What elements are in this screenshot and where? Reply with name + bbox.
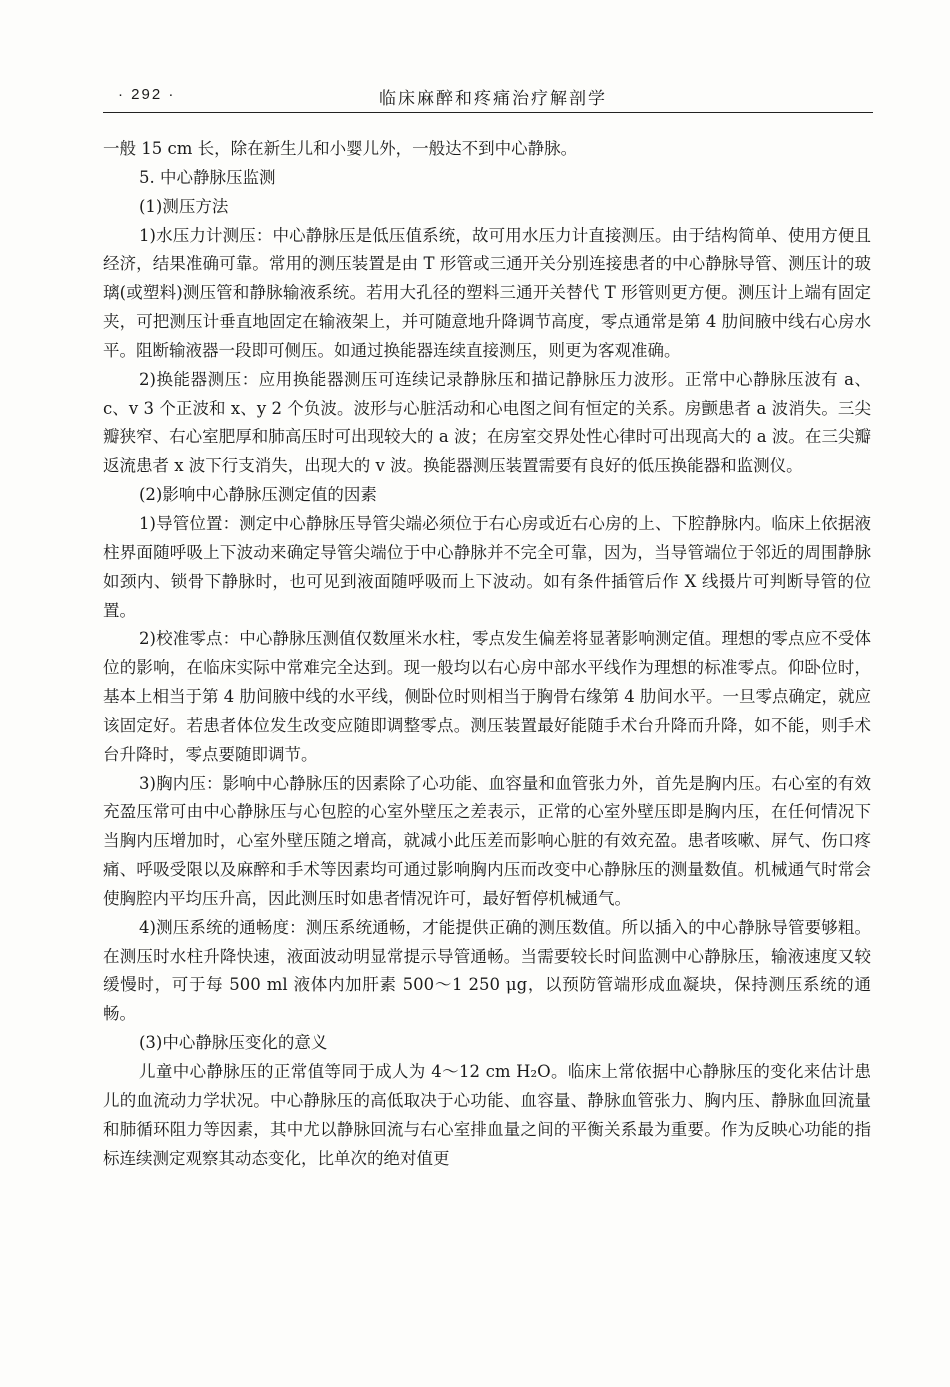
paragraph: 4)测压系统的通畅度：测压系统通畅，才能提供正确的测压数值。所以插入的中心静脉导管要够粗。在测压时水柱升降快速，液面波动明显常提示导管通畅。当需要较长时间监测中心静脉压，输液速度又较缓慢时，可于每 500 ml 液体内加肝素 500～1 250 μg，以预防管端形成血凝块，保持测压系统的通畅。 (103, 917, 871, 1024)
paragraph: 3)胸内压：影响中心静脉压的因素除了心功能、血容量和血管张力外，首先是胸内压。右心室的有效充盈压常可由中心静脉压与心包腔的心室外壁压之差表示，正常的心室外壁压即是胸内压，在任何情况下当胸内压增加时，心室外壁压随之增高，就减小此压差而影响心脏的有效充盈。患者咳嗽、屏气、伤口疼痛、呼吸受限以及麻醉和手术等因素均可通过影响胸内压而改变中心静脉压的测量数值。机械通气时常会使胸腔内平均压升高，因此测压时如患者情况许可，最好暂停机械通气。 (103, 773, 871, 908)
page-header (103, 82, 873, 113)
page-number: · 292 · (118, 86, 176, 103)
paragraph: 2)换能器测压：应用换能器测压可连续记录静脉压和描记静脉压力波形。正常中心静脉压波有 a、c、v 3 个正波和 x、y 2 个负波。波形与心脏活动和心电图之间有恒定的关系。房颤患者 a 波消失。三尖瓣狭窄、右心室肥厚和肺高压时可出现较大的 a 波；在房室交界处性心律时可出现高大的 a 波。在三尖瓣返流患者 x 波下行支消失，出现大的 v 波。换能器测压装置需要有良好的低压换能器和监测仪。 (103, 369, 871, 476)
running-title: 临床麻醉和疼痛治疗解剖学 (379, 89, 607, 109)
section-heading: 5. 中心静脉压监测 (139, 167, 276, 187)
subsection-heading: (3)中心静脉压变化的意义 (139, 1033, 328, 1053)
subsection-heading: (1)测压方法 (139, 196, 229, 216)
paragraph: 1)导管位置：测定中心静脉压导管尖端必须位于右心房或近右心房的上、下腔静脉内。临床上依据液柱界面随呼吸上下波动来确定导管尖端位于中心静脉并不完全可靠，因为，当导管端位于邻近的周围静脉如颈内、锁骨下静脉时，也可见到液面随呼吸而上下波动。如有条件插管后作 X 线摄片可判断导管的位置。 (103, 513, 871, 620)
subsection-heading: (2)影响中心静脉压测定值的因素 (139, 485, 377, 505)
paragraph: 1)水压力计测压：中心静脉压是低压值系统，故可用水压力计直接测压。由于结构简单、使用方便且经济，结果准确可靠。常用的测压装置是由 T 形管或三通开关分别连接患者的中心静脉导管、测压计的玻璃(或塑料)测压管和静脉输液系统。若用大孔径的塑料三通开关替代 T 形管则更方便。测压计上端有固定夹，可把测压计垂直地固定在输液架上，并可随意地升降调节高度，零点通常是第 4 肋间腋中线右心房水平。阻断输液器一段即可侧压。如通过换能器连续直接测压，则更为客观准确。 (103, 225, 871, 360)
body-text (103, 135, 871, 1173)
paragraph: 2)校准零点：中心静脉压测值仅数厘米水柱，零点发生偏差将显著影响测定值。理想的零点应不受体位的影响，在临床实际中常难完全达到。现一般均以右心房中部水平线作为理想的标准零点。仰卧位时，基本上相当于第 4 肋间腋中线的水平线，侧卧位时则相当于胸骨右缘第 4 肋间水平。一旦零点确定，就应该固定好。若患者体位发生改变应随即调整零点。测压装置最好能随手术台升降而升降，如不能，则手术台升降时，零点要随即调节。 (103, 629, 871, 764)
continued-paragraph: 一般 15 cm 长，除在新生儿和小婴儿外，一般达不到中心静脉。 (103, 139, 578, 158)
paragraph: 儿童中心静脉压的正常值等同于成人为 4～12 cm H₂O。临床上常依据中心静脉压的变化来估计患儿的血流动力学状况。中心静脉压的高低取决于心功能、血容量、静脉血管张力、胸内压、静脉血回流量和肺循环阻力等因素，其中尤以静脉回流与右心室排血量之间的平衡关系最为重要。作为反映心功能的指标连续测定观察其动态变化，比单次的绝对值更 (103, 1062, 871, 1168)
